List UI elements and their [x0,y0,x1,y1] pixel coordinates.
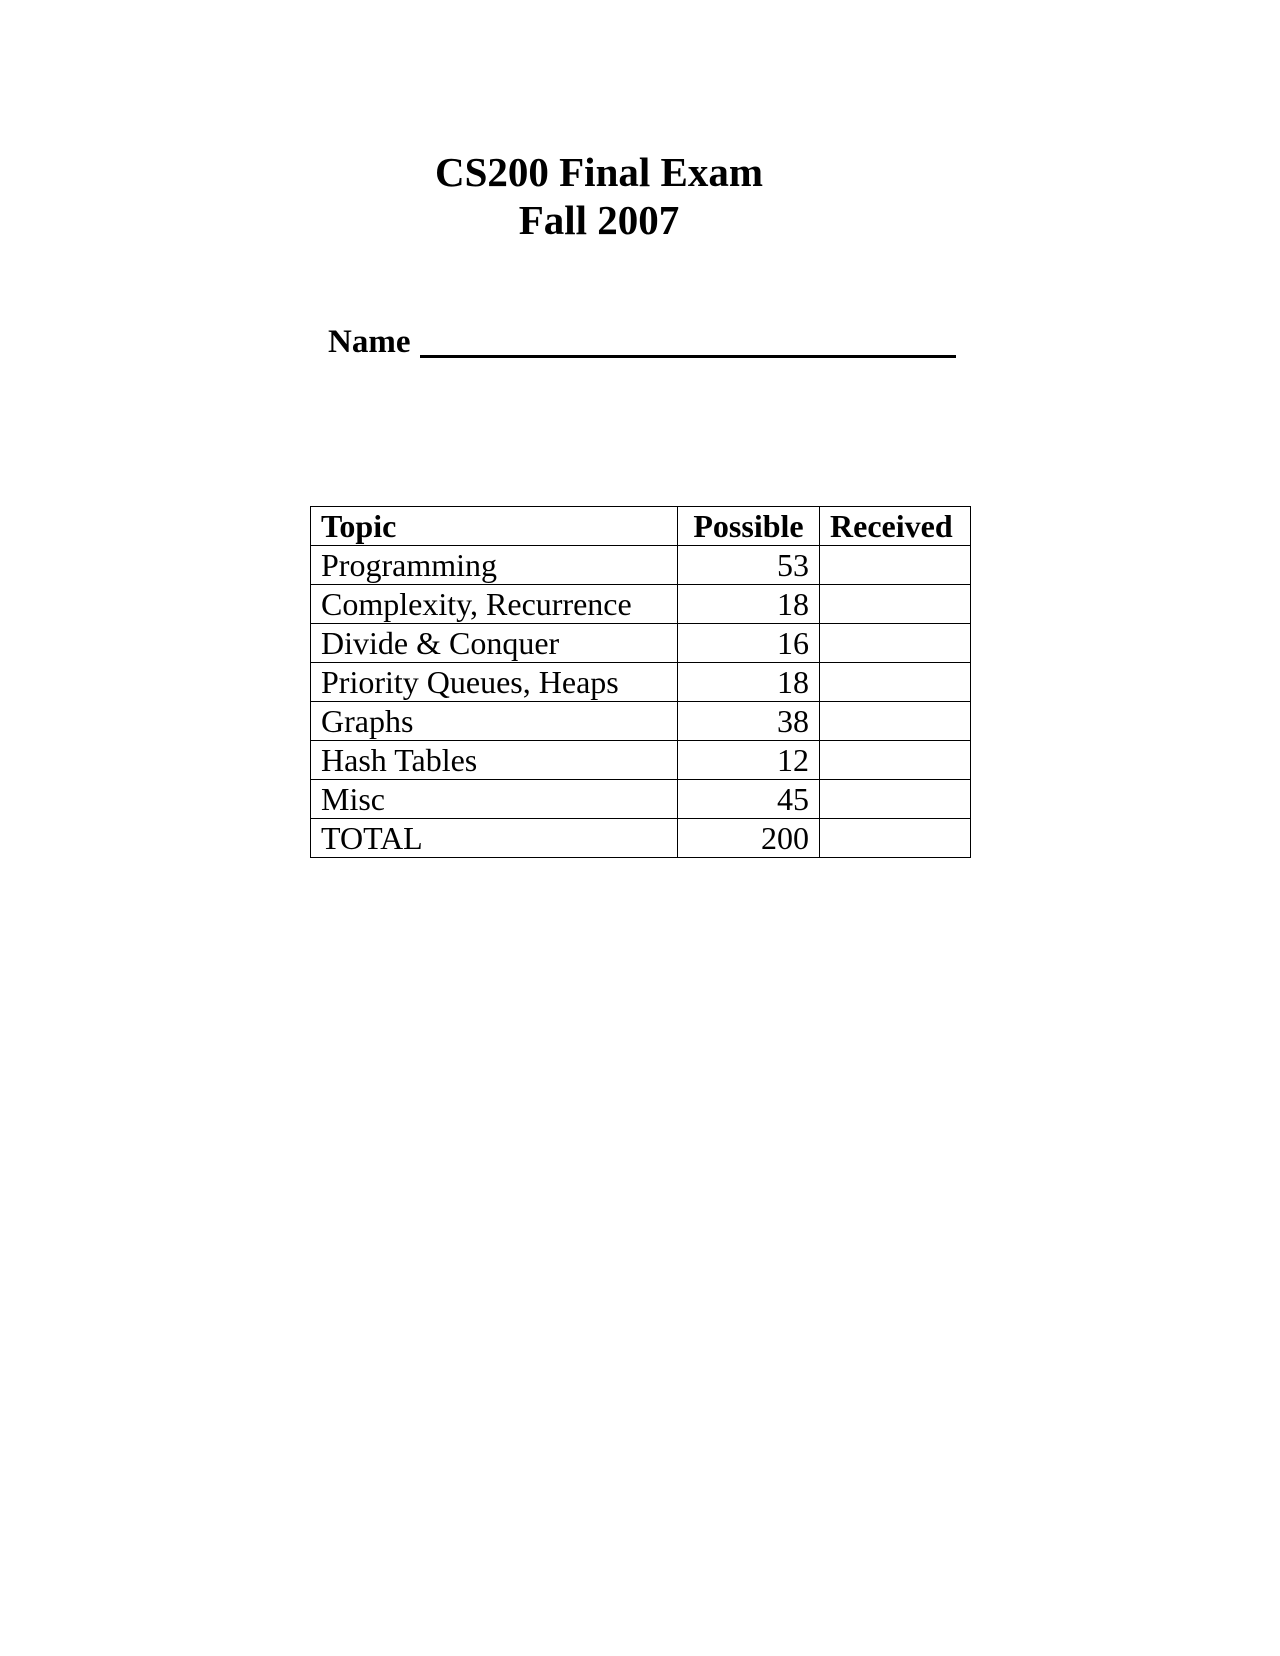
received-cell [820,585,971,624]
topic-cell: Complexity, Recurrence [311,585,678,624]
topic-cell: Misc [311,780,678,819]
received-cell [820,624,971,663]
topic-cell: TOTAL [311,819,678,858]
name-label: Name [328,324,411,360]
possible-cell: 18 [678,585,820,624]
topic-cell: Graphs [311,702,678,741]
received-cell [820,780,971,819]
possible-cell: 45 [678,780,820,819]
possible-cell: 12 [678,741,820,780]
title-line-2: Fall 2007 [518,197,680,243]
column-header-received: Received [820,507,971,546]
received-cell [820,702,971,741]
topic-cell: Programming [311,546,678,585]
received-cell [820,663,971,702]
topic-cell: Priority Queues, Heaps [311,663,678,702]
received-cell [820,741,971,780]
column-header-possible: Possible [678,507,820,546]
possible-cell: 38 [678,702,820,741]
possible-cell: 18 [678,663,820,702]
title-line-1: CS200 Final Exam [434,149,764,195]
received-cell [820,819,971,858]
table-row [311,546,971,585]
table-row [311,585,971,624]
column-header-topic: Topic [311,507,678,546]
received-cell [820,546,971,585]
possible-cell: 53 [678,546,820,585]
name-field [328,322,956,362]
table-row [311,624,971,663]
name-blank-line [420,323,956,358]
possible-cell: 16 [678,624,820,663]
exam-title [0,148,1280,244]
table-row [311,702,971,741]
possible-cell: 200 [678,819,820,858]
table-row [311,741,971,780]
topic-cell: Divide & Conquer [311,624,678,663]
score-table [310,506,971,858]
table-row [311,819,971,858]
table-row [311,663,971,702]
table-row [311,780,971,819]
topic-cell: Hash Tables [311,741,678,780]
table-header-row [311,507,971,546]
